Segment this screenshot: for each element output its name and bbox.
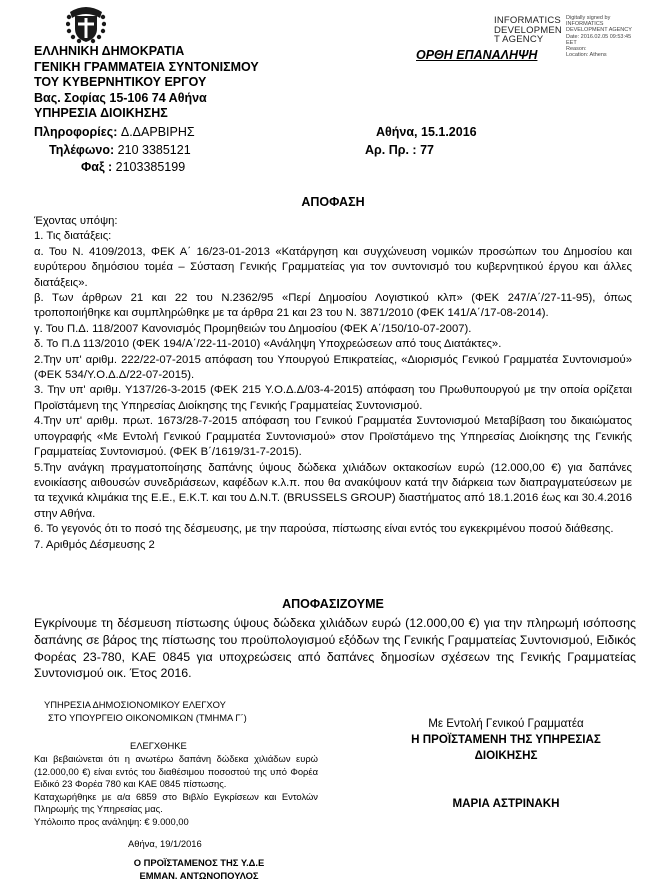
digital-signature-name: INFORMATICS DEVELOPMEN T AGENCY — [494, 15, 562, 45]
considering-heading: Έχοντας υπόψη: — [34, 215, 118, 227]
consideration-item: 2.Την υπ' αριθμ. 222/22-07-2015 απόφαση του Υπουργού Επικρατείας, «Διορισμός Γενικού Γραμματέα Συντονισμού» (ΦΕΚ 534/Υ.Ο.Δ.Δ/22-07-2015). — [34, 353, 632, 382]
consideration-item: 3. Την υπ' αριθμ. Υ137/26-3-2015 (ΦΕΚ 215 Υ.Ο.Δ.Δ/03-4-2015) απόφαση του Πρωθυπουργού με την οποία ορίζεται Προϊστάμενη της Υπηρεσίας Διοίκησης της Γενικής Γραμματείας Συντονισμού. — [34, 384, 632, 412]
fax-line: Φαξ : 2103385199 — [81, 160, 186, 174]
phone-line: Τηλέφωνο: 210 3385121 — [49, 143, 191, 157]
issuer-header: ΕΛΛΗΝΙΚΗ ΔΗΜΟΚΡΑΤΙΑ ΓΕΝΙΚΗ ΓΡΑΜΜΑΤΕΙΑ ΣΥΝΤΟΝΙΣΜΟΥ ΤΟΥ ΚΥΒΕΡΝΗΤΙΚΟΥ ΕΡΓΟΥ Βας. Σοφίας 15-106 74 Αθήνα ΥΠΗΡΕΣΙΑ ΔΙΟΙΚΗΣΗΣ — [34, 44, 259, 120]
protocol-number: Αρ. Πρ. : 77 — [365, 143, 434, 157]
audit-office: ΥΠΗΡΕΣΙΑ ΔΗΜΟΣΙΟΝΟΜΙΚΟΥ ΕΛΕΓΧΟΥ ΣΤΟ ΥΠΟΥΡΓΕΙΟ ΟΙΚΟΝΟΜΙΚΩΝ (ΤΜΗΜΑ Γ΄) — [44, 699, 247, 723]
audit-date: Αθήνα, 19/1/2016 — [128, 838, 202, 849]
consideration-item: δ. Το Π.Δ 113/2010 (ΦΕΚ 194/Α΄/22-11-2010) «Ανάληψη Υποχρεώσεων από τους Διατάκτες». — [34, 338, 502, 351]
decide-text: Εγκρίνουμε τη δέσμευση πίστωσης ύψους δώδεκα χιλιάδων ευρώ (12.000,00 €) για την πληρωμή ισόποσης δαπάνης σε βάρος της πίστωσης του προϋπολογισμού εξόδων της Γενικής Γραμματείας Συντονισμού, Ειδικός Φορέας 23-780, ΚΑΕ 0845 για υποχρεώσεις από δαπάνες δημοσίων σχέσεων της Γενικής Γραμματείας Συντονισμού οικ. Έτος 2016. — [34, 616, 636, 681]
signatory-name: ΜΑΡΙΑ ΑΣΤΡΙΝΑΚΗ — [452, 797, 560, 810]
consideration-item: 5.Την ανάγκη πραγματοποίησης δαπάνης ύψους δώδεκα χιλιάδων οκτακοσίων ευρώ (12.000,00 €) για δαπάνες ενοικίασης αιθουσών συνεδριάσεων, καφέδων κ.λ.π. που θα ανακύψουν κατά την διάρκεια των διαπραγματεύσεων με τα τεχνικά κλιμάκια της Ε.Ε., Ε.Κ.Τ. και του Δ.Ν.Τ. (BRUSSELS GROUP) διαστήματος από 18.1.2016 έως και 30.4.2016 στην Αθήνα. — [34, 461, 632, 520]
consideration-item: γ. Του Π.Δ. 118/2007 Κανονισμός Προμηθειών του Δημοσίου (ΦΕΚ Α΄/150/10-07-2007). — [34, 322, 472, 335]
consideration-item: 7. Αριθμός Δέσμευσης 2 — [34, 538, 155, 551]
consideration-item: 1. Τις διατάξεις: — [34, 230, 112, 243]
greek-emblem-icon — [66, 4, 106, 44]
consideration-item: 4.Την υπ' αριθμ. πρωτ. 1673/28-7-2015 απόφαση του Γενικού Γραμματέα Συντονισμού Μεταβίβαση του δικαιώματος υπογραφής «Με Εντολή Γενικού Γραμματέα Συντονισμού» στον Προϊστάμενο της Υπηρεσίας Διοίκησης της Γενικής Γραμματείας Συντονισμού. (ΦΕΚ Β΄/1619/31-7-2015). — [34, 415, 632, 459]
considerations-body — [34, 214, 632, 553]
audit-checked: ΕΛΕΓΧΘΗΚΕ — [130, 740, 187, 751]
decision-title: ΑΠΟΦΑΣΗ — [301, 195, 365, 209]
info-line: Πληροφορίες: Δ.ΔΑΡΒΙΡΗΣ — [34, 125, 195, 139]
audit-head: Ο ΠΡΟΪΣΤΑΜΕΝΟΣ ΤΗΣ Υ.Δ.Ε ΕΜΜΑΝ. ΑΝΤΩΝΟΠΟΥΛΟΣ — [133, 857, 265, 881]
document-date: Αθήνα, 15.1.2016 — [376, 125, 477, 139]
signatory-block: Με Εντολή Γενικού Γραμματέα Η ΠΡΟΪΣΤΑΜΕΝΗ ΤΗΣ ΥΠΗΡΕΣΙΑΣ ΔΙΟΙΚΗΣΗΣ — [411, 717, 601, 762]
digital-signature-details: Digitally signed by INFORMATICS DEVELOPMENT AGENCY Date: 2016.02.05 09:53:45 EET Reason: Location: Athens — [566, 15, 632, 59]
consideration-item: 6. Το γεγονός ότι το ποσό της δέσμευσης, με την παρούσα, πίστωσης είναι εντός του εγκεκριμένου ποσού διάθεσης. — [34, 523, 614, 536]
orthi-epanalipsi-label: ΟΡΘΗ ΕΠΑΝΑΛΗΨΗ — [416, 48, 538, 62]
consideration-item: β. Των άρθρων 21 και 22 του Ν.2362/95 «Περί Δημοσίου Λογιστικού κλπ» (ΦΕΚ 247/Α΄/27-11-95), όπως τροποποιήθηκε και συμπληρώθηκε με τα άρθρα 21 και 23 του Ν. 3871/2010 (ΦΕΚ 141/Α΄/17-08-2014). — [34, 292, 632, 320]
audit-text: Και βεβαιώνεται ότι η ανωτέρω δαπάνη δώδεκα χιλιάδων ευρώ (12.000,00 €) είναι εντός του διαθέσιμου ποσοστού της υπό Φορέα Ειδικό 23 Φορέα 780 και ΚΑΕ 0845 πίστωσης. Καταχωρήθηκε με α/α 6859 στο Βιβλίο Εγκρίσεων και Εντολών Πληρωμής της Υπηρεσίας μας. Υπόλοιπο προς ανάληψη: € 9.000,00 — [34, 753, 318, 827]
decide-title: ΑΠΟΦΑΣΙΖΟΥΜΕ — [282, 597, 384, 611]
consideration-item: α. Του Ν. 4109/2013, ΦΕΚ Α΄ 16/23-01-2013 «Κατάργηση και συγχώνευση νομικών προσώπων του Δημοσίου και ευρύτερου δημόσιου τομέα – Σύσταση Γενικής Γραμματείας για τον συντονισμό του κυβερνητικού έργου και άλλες διατάξεις». — [34, 245, 632, 289]
